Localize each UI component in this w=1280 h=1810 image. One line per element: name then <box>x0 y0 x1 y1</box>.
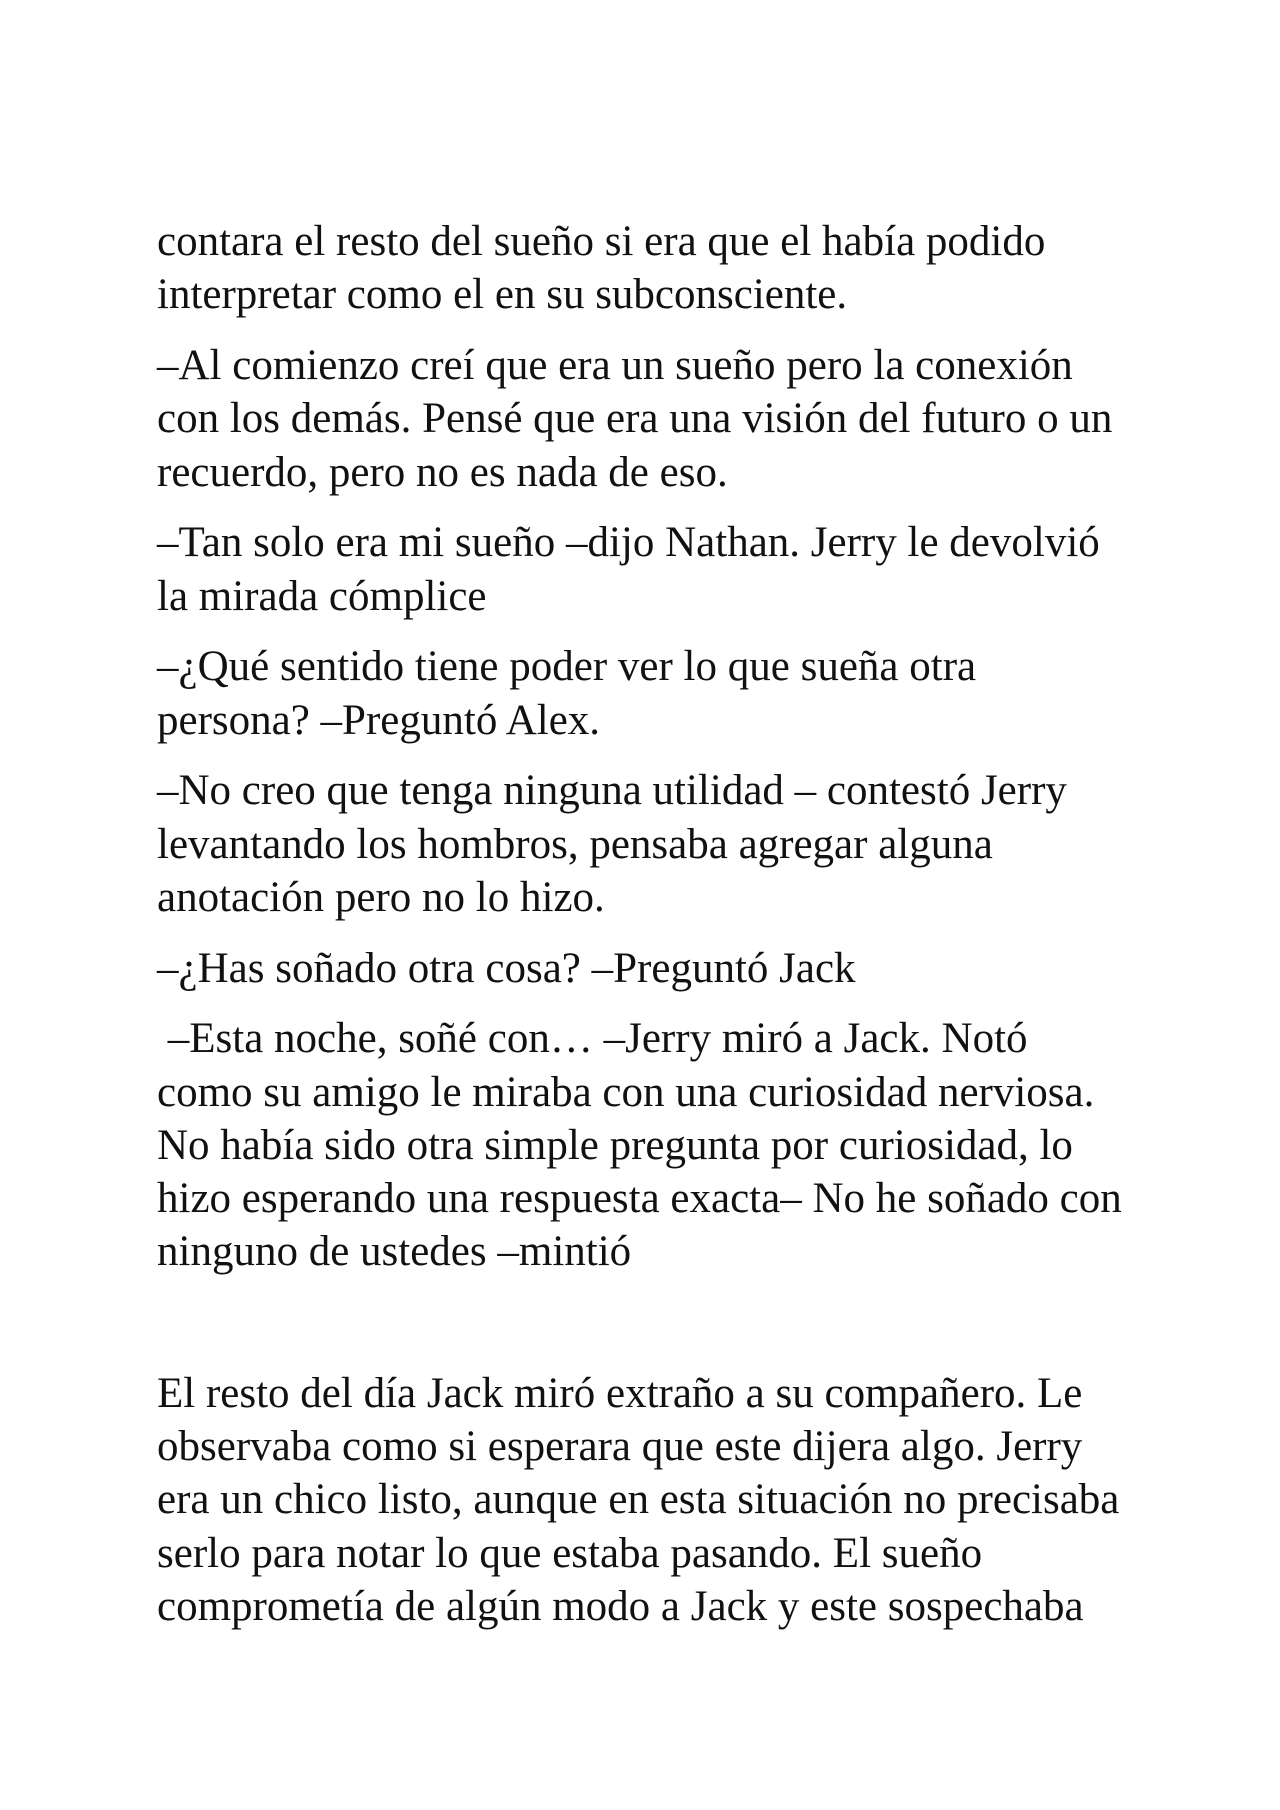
text-line: interpretar como el en su subconsciente. <box>157 271 848 319</box>
text-line: levantando los hombros, pensaba agregar alguna <box>157 820 993 868</box>
body-text <box>157 215 1157 1651</box>
paragraph-6 <box>157 942 1157 995</box>
text-line: –No creo que tenga ninguna utilidad – contestó Jerry <box>157 767 1067 815</box>
paragraph-7 <box>157 1012 1157 1278</box>
text-line: –Al comienzo creí que era un sueño pero la conexión <box>157 341 1073 389</box>
text-line: –¿Has soñado otra cosa? –Preguntó Jack <box>157 944 856 992</box>
text-line: con los demás. Pensé que era una visión del futuro o un <box>157 395 1113 443</box>
paragraph-8 <box>157 1296 1157 1633</box>
text-line: contara el resto del sueño si era que el había podido <box>157 218 1046 265</box>
text-line: era un chico listo, aunque en esta situación no precisaba <box>157 1476 1120 1524</box>
text-line: ninguno de ustedes –mintió <box>157 1228 632 1276</box>
paragraph-2 <box>157 339 1157 499</box>
paragraph-3 <box>157 516 1157 623</box>
text-line: hizo esperando una respuesta exacta– No he soñado con <box>157 1175 1122 1223</box>
text-line: –¿Qué sentido tiene poder ver lo que sueña otra <box>157 643 977 691</box>
text-line: recuerdo, pero no es nada de eso. <box>157 448 728 496</box>
text-line: comprometía de algún modo a Jack y este sospechaba <box>157 1582 1084 1630</box>
text-line: anotación pero no lo hizo. <box>157 873 605 921</box>
text-line: persona? –Preguntó Alex. <box>157 696 601 744</box>
text-line: No había sido otra simple pregunta por curiosidad, lo <box>157 1121 1073 1169</box>
text-line: –Tan solo era mi sueño –dijo Nathan. Jerry le devolvió <box>157 519 1100 567</box>
text-line: El resto del día Jack miró extraño a su compañero. Le <box>157 1369 1083 1417</box>
paragraph-1 <box>157 215 1157 322</box>
paragraph-5 <box>157 764 1157 924</box>
text-line: como su amigo le miraba con una curiosidad nerviosa. <box>157 1068 1095 1116</box>
paragraph-4 <box>157 640 1157 747</box>
text-line: observaba como si esperara que este dijera algo. Jerry <box>157 1423 1083 1471</box>
text-line: serlo para notar lo que estaba pasando. El sueño <box>157 1529 983 1577</box>
text-line: la mirada cómplice <box>157 572 487 620</box>
text-line: –Esta noche, soñé con… –Jerry miró a Jack. Notó <box>157 1015 1028 1063</box>
